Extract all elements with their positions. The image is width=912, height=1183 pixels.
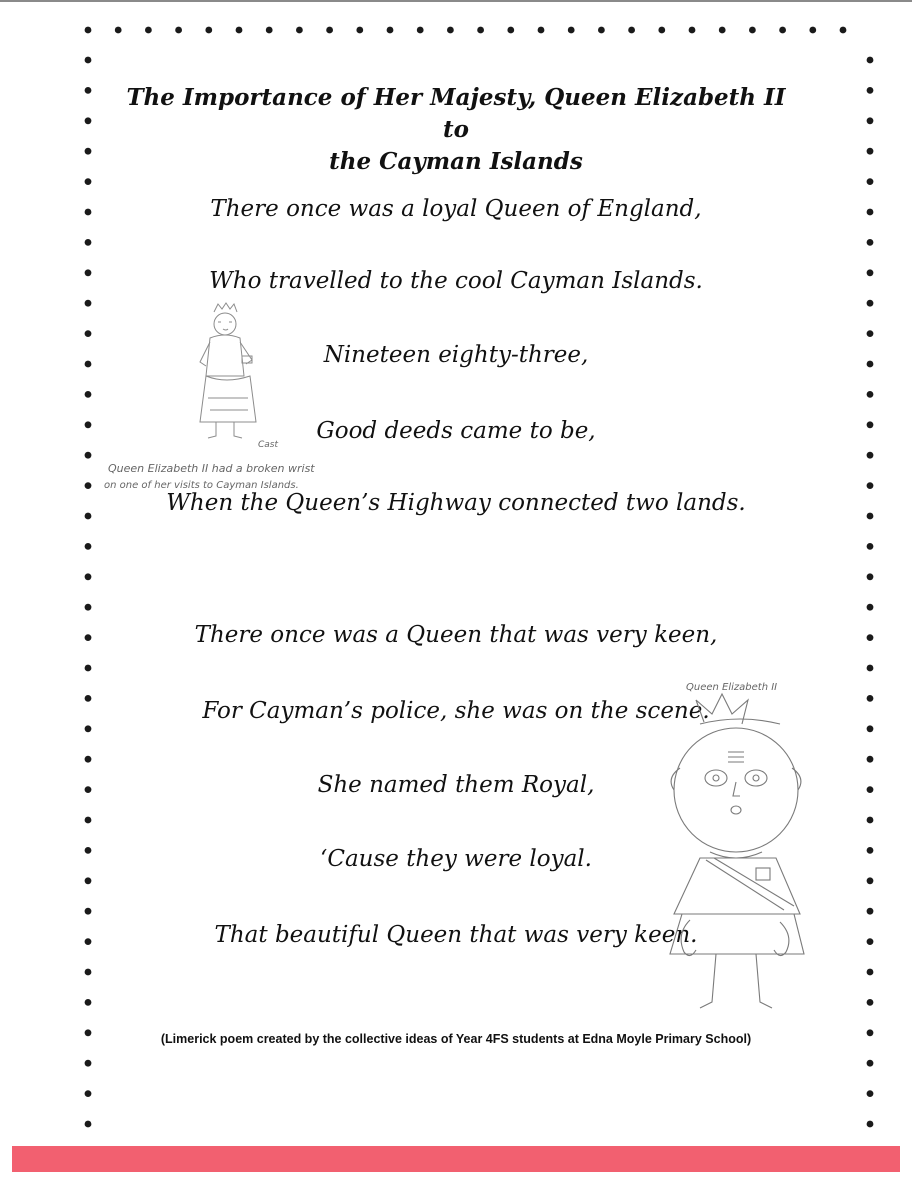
border-dot (628, 27, 635, 34)
border-dot (867, 482, 874, 489)
border-dot (417, 27, 424, 34)
border-dot (296, 27, 303, 34)
border-dot (867, 1060, 874, 1067)
border-dot (568, 27, 575, 34)
border-dot (85, 999, 92, 1006)
border-dot (85, 756, 92, 763)
border-dot (867, 665, 874, 672)
border-dot (867, 1121, 874, 1128)
border-dot (85, 665, 92, 672)
border-dot (85, 573, 92, 580)
border-dot (85, 543, 92, 550)
border-dot (507, 27, 514, 34)
stanza1-line-1: There once was a loyal Queen of England, (210, 196, 702, 222)
border-dot (326, 27, 333, 34)
poem-title (120, 82, 792, 178)
border-dot (85, 87, 92, 94)
border-dot (867, 725, 874, 732)
stanza2-line-5: That beautiful Queen that was very keen. (214, 922, 698, 948)
border-dot (867, 57, 874, 64)
border-dot (749, 27, 756, 34)
left-caption-line-2: on one of her visits to Cayman Islands. (104, 480, 299, 491)
border-dot (85, 725, 92, 732)
border-dot (867, 239, 874, 246)
queen-sketch-left (188, 298, 268, 448)
title-line-1: The Importance of Her Majesty, Queen Elizabeth II to (126, 84, 786, 143)
border-dot (85, 117, 92, 124)
border-dot (85, 57, 92, 64)
border-dot (85, 1090, 92, 1097)
border-dot (447, 27, 454, 34)
stanza1-line-3: Nineteen eighty-three, (323, 342, 589, 368)
border-dot (85, 817, 92, 824)
border-dot (867, 178, 874, 185)
border-dot (867, 877, 874, 884)
stanza1-line-5: When the Queen’s Highway connected two lands. (166, 490, 746, 516)
border-dot (867, 148, 874, 155)
border-dot (85, 1060, 92, 1067)
border-dot (779, 27, 786, 34)
border-dot (867, 573, 874, 580)
stanza2-line-1: There once was a Queen that was very keen, (194, 622, 718, 648)
border-dot (85, 27, 92, 34)
border-dot (658, 27, 665, 34)
border-dot (867, 330, 874, 337)
border-dot (867, 817, 874, 824)
border-dot (85, 239, 92, 246)
left-caption-line-1: Queen Elizabeth II had a broken wrist (108, 462, 315, 475)
queen-sketch-right (640, 690, 820, 1025)
border-dot (477, 27, 484, 34)
border-dot (85, 482, 92, 489)
border-dot (867, 999, 874, 1006)
border-dot (867, 87, 874, 94)
border-dot (867, 604, 874, 611)
border-dot (867, 391, 874, 398)
border-dot (867, 117, 874, 124)
border-dot (85, 877, 92, 884)
border-dot (145, 27, 152, 34)
border-dot (867, 756, 874, 763)
border-dot (356, 27, 363, 34)
border-dot (85, 148, 92, 155)
border-dot (538, 27, 545, 34)
border-dot (85, 969, 92, 976)
border-dot (85, 452, 92, 459)
border-dot (85, 604, 92, 611)
border-dot (867, 1090, 874, 1097)
border-dot (719, 27, 726, 34)
title-line-2: the Cayman Islands (329, 148, 583, 175)
border-dot (809, 27, 816, 34)
border-dot (205, 27, 212, 34)
border-dot (387, 27, 394, 34)
border-dot (867, 452, 874, 459)
border-dot (85, 908, 92, 915)
border-dot (85, 391, 92, 398)
border-dot (236, 27, 243, 34)
stanza2-line-3: She named them Royal, (317, 772, 595, 798)
border-dot (85, 1121, 92, 1128)
border-dot (867, 543, 874, 550)
border-dot (175, 27, 182, 34)
border-dot (689, 27, 696, 34)
border-dot (266, 27, 273, 34)
right-drawing-label: Queen Elizabeth II (686, 682, 778, 693)
border-dot (867, 300, 874, 307)
stanza1-line-4: Good deeds came to be, (316, 418, 596, 444)
border-dot (867, 908, 874, 915)
border-dot (85, 330, 92, 337)
cast-label: Cast (258, 440, 279, 450)
border-dot (85, 178, 92, 185)
border-dot (840, 27, 847, 34)
stanza2-line-2: For Cayman’s police, she was on the scene. (202, 698, 710, 724)
border-dot (85, 300, 92, 307)
border-dot (867, 969, 874, 976)
stanza2-line-4: ‘Cause they were loyal. (320, 846, 592, 872)
border-dot (598, 27, 605, 34)
border-dot (115, 27, 122, 34)
poem-credit: (Limerick poem created by the collective ideas of Year 4FS students at Edna Moyle Primary School) (160, 1032, 752, 1046)
bottom-color-band (12, 1146, 900, 1172)
stanza1-line-2: Who travelled to the cool Cayman Islands. (209, 268, 703, 294)
